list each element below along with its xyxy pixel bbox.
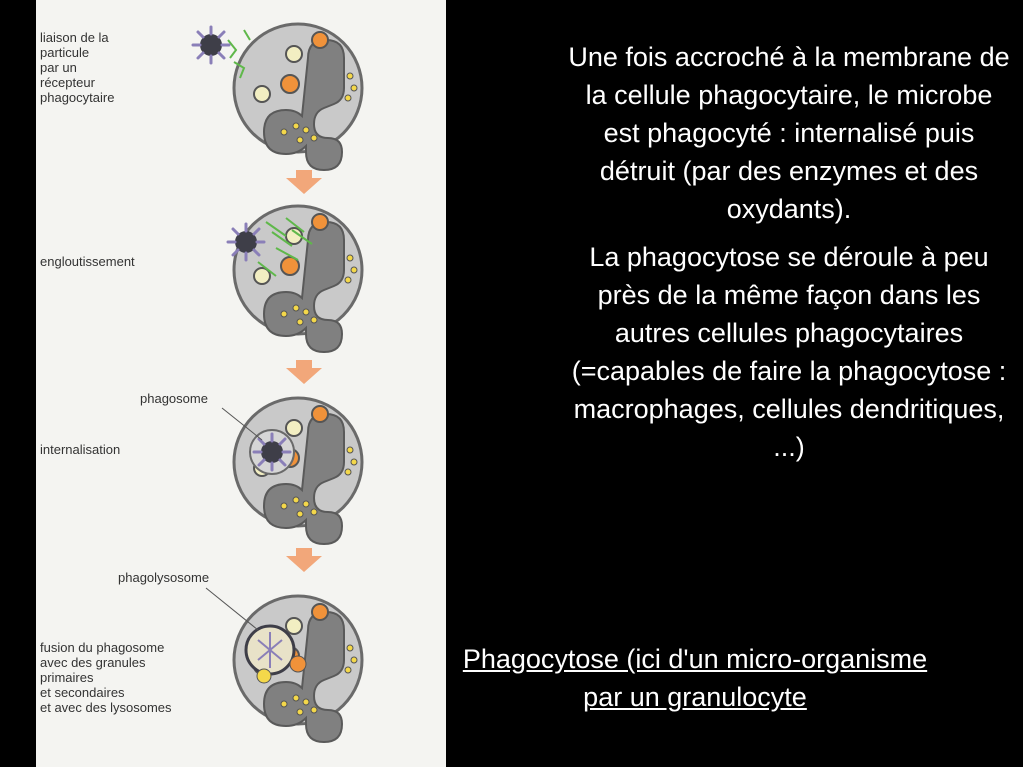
microbe-step1	[193, 27, 229, 63]
figure-panel	[36, 0, 446, 767]
callout-phagosome: phagosome	[140, 391, 208, 406]
phagosome-vesicle	[250, 430, 294, 474]
step-label-fusion: fusion du phagosome avec des granules primaires et secondaires et avec des lysosomes	[40, 640, 172, 715]
cell-internalisation	[234, 398, 362, 544]
callout-phagolysosome: phagolysosome	[118, 570, 210, 585]
arrow-3	[286, 548, 322, 572]
step-label-internalisation: internalisation	[40, 442, 121, 457]
paragraph-internalisation: Une fois accroché à la membrane de la cellule phagocytaire, le microbe est phagocyté : internalisé puis détruit (par des enzymes et des oxydants).	[568, 42, 1010, 224]
arrow-1	[286, 170, 322, 194]
phagolysosome-pointer	[206, 588, 258, 630]
arrow-2	[286, 360, 322, 384]
paragraph-other-phagocytes: La phagocytose se déroule à peu près de la même façon dans les autres cellules phagocytaires (=capables de faire la phagocytose : macrophages, cellules dendritiques, ...)	[571, 242, 1007, 462]
step-label-binding: liaison de la particule par un récepteur phagocytaire	[40, 30, 115, 105]
explanation-text	[565, 38, 1013, 476]
microbe-step2	[228, 224, 264, 260]
step-label-engulfment: engloutissement	[40, 254, 135, 269]
figure-caption: Phagocytose (ici d'un micro-organisme par un granulocyte	[462, 644, 928, 712]
cell-binding	[234, 24, 362, 170]
